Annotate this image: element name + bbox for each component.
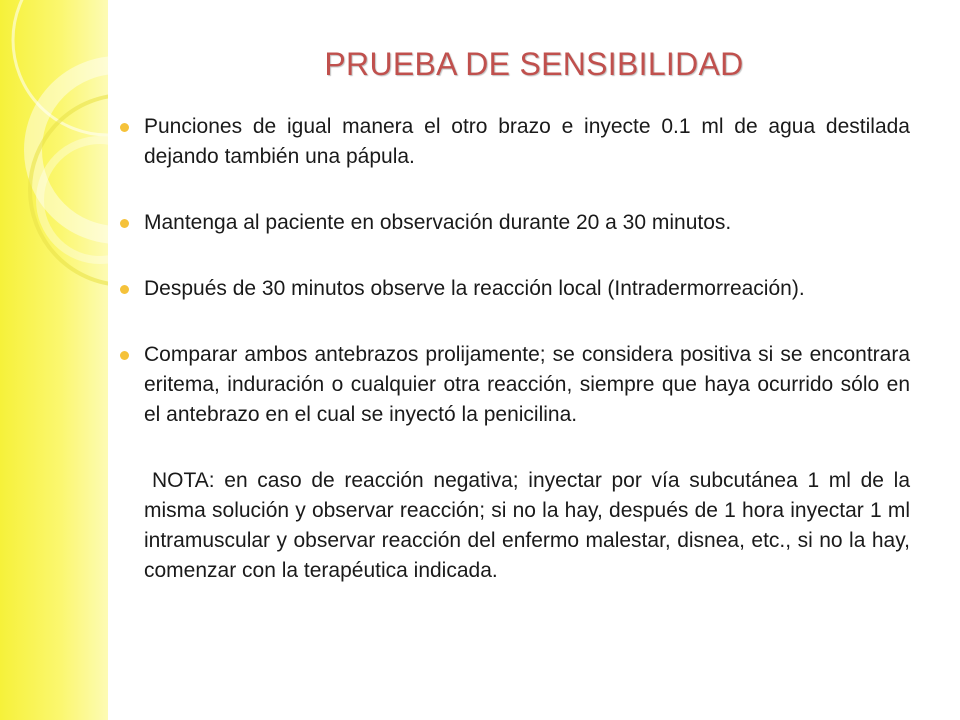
bullet-text: Mantenga al paciente en observación durante 20 a 30 minutos. [144,211,732,234]
bullet-text: Punciones de igual manera el otro brazo e inyecte 0.1 ml de agua destilada dejando también una pápula. [144,115,910,168]
bullet-dot-icon [120,219,129,228]
bullet-item [120,274,910,304]
decorative-circles [0,0,108,720]
bullet-dot-icon [120,351,129,360]
slide-title: PRUEBA DE SENSIBILIDAD [324,46,744,82]
note-paragraph: NOTA: en caso de reacción negativa; inyectar por vía subcutánea 1 ml de la misma solución y observar reacción; si no la hay, después de 1 hora inyectar 1 ml intramuscular y observar reacción del enfermo malestar, disnea, etc., si no la hay, comenzar con la terapéutica indicada. [144,469,910,582]
bullet-list [120,112,910,430]
decorative-side-band [0,0,108,720]
bullet-item [120,340,910,430]
bullet-item [120,112,910,172]
slide-content [120,112,910,586]
bullet-text: Después de 30 minutos observe la reacción local (Intradermorreación). [144,277,805,300]
bullet-dot-icon [120,123,129,132]
bullet-dot-icon [120,285,129,294]
bullet-item [120,208,910,238]
bullet-text: Comparar ambos antebrazos prolijamente; se considera positiva si se encontrara eritema, induración o cualquier otra reacción, siempre que haya ocurrido sólo en el antebrazo en el cual se inyectó la penicilina. [144,343,910,426]
